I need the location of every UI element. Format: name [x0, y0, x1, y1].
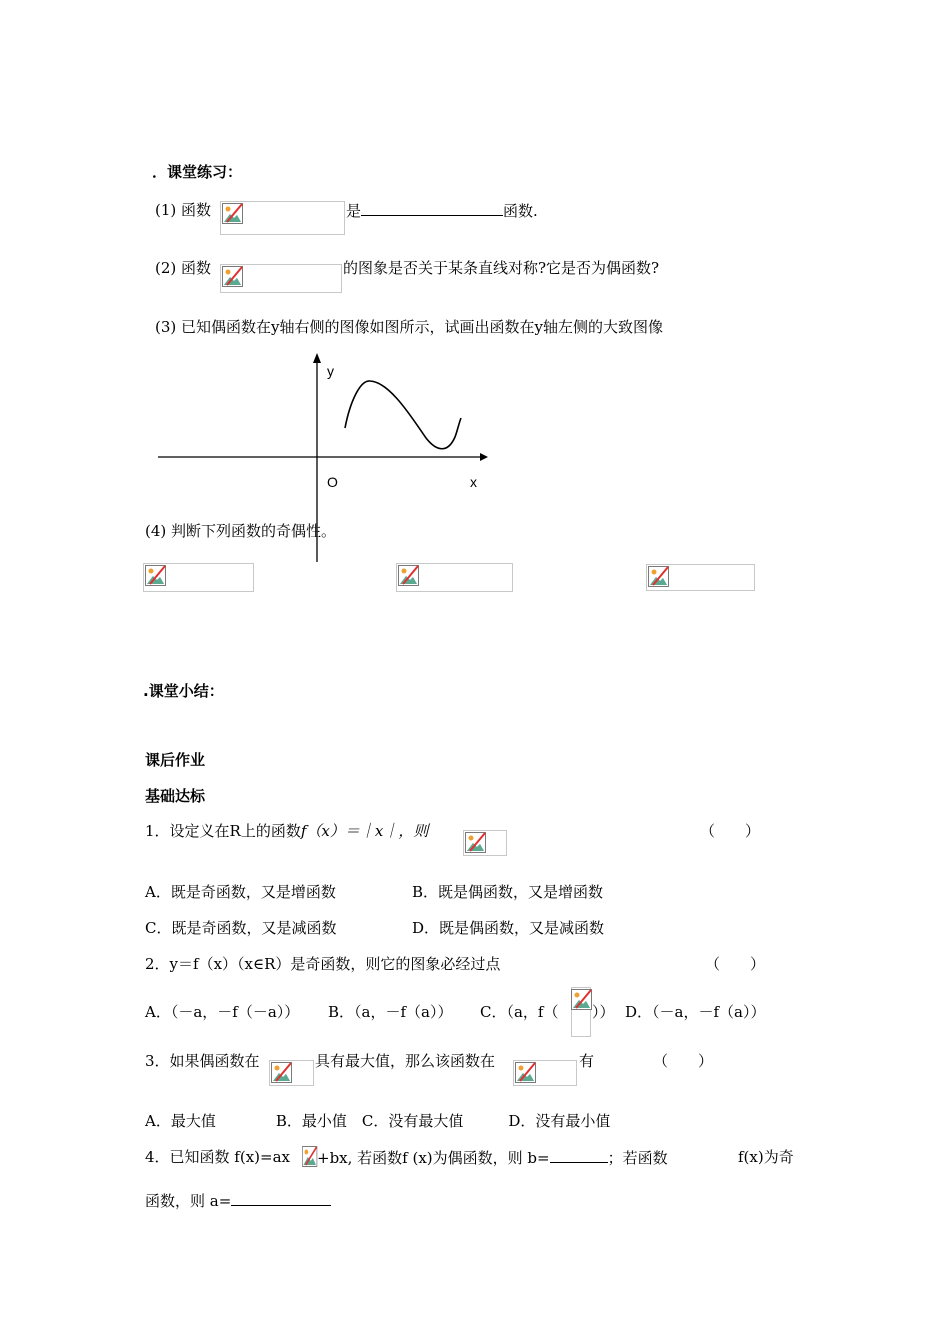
- practice-q4: (4) 判断下列函数的奇偶性。: [145, 522, 337, 540]
- p4-line2-text: 函数，则 a=: [145, 1192, 232, 1210]
- q1-answer-blank[interactable]: [361, 200, 503, 216]
- p1-formula-image: [463, 830, 507, 856]
- origin-label: O: [327, 474, 338, 490]
- p4-stem-b: [317, 1147, 668, 1168]
- practice-q2: [155, 258, 211, 278]
- p3-interval-image-2: [513, 1060, 577, 1086]
- x-axis-label: x: [470, 474, 477, 490]
- q2-formula-image: [220, 264, 342, 293]
- y-axis-label: y: [327, 363, 334, 379]
- p1-fx: f（x）＝｜x｜，则: [300, 822, 429, 840]
- p3-stem-c: 有: [579, 1052, 595, 1070]
- q1-formula-image: [220, 201, 345, 235]
- p1-option-a: A．既是奇函数，又是增函数: [145, 883, 336, 901]
- p3-stem-b: 具有最大值，那么该函数在: [315, 1052, 496, 1070]
- p2-option-c-prefix: C．（a，f（: [480, 1003, 559, 1021]
- p2-option-b: B．（a，－f（a））: [328, 1003, 453, 1021]
- q1-end: 函数.: [503, 202, 538, 220]
- q1-mid: 是: [346, 202, 362, 220]
- broken-image-icon: [465, 832, 487, 854]
- broken-image-icon: [398, 565, 420, 587]
- p3-interval-image-1: [269, 1060, 314, 1086]
- p2-answer-paren: （ ）: [705, 955, 766, 973]
- broken-image-icon: [145, 565, 167, 587]
- y-axis-arrow: [313, 353, 321, 363]
- p3-stem-a: 3．如果偶函数在: [145, 1052, 260, 1070]
- p1-stem: [145, 821, 428, 841]
- summary-heading: .课堂小结：: [143, 682, 224, 700]
- broken-image-icon: [571, 989, 593, 1011]
- p4-stem-d: f(x)为奇: [738, 1148, 794, 1166]
- q4-formula-image-1: [143, 563, 254, 592]
- broken-image-icon: [271, 1062, 293, 1084]
- p1-stem-prefix: 1．设定义在R上的函数: [145, 822, 301, 840]
- broken-image-icon: [515, 1062, 537, 1084]
- q2-question: 的图象是否关于某条直线对称?它是否为偶函数?: [343, 259, 660, 277]
- homework-heading: 课后作业: [145, 751, 206, 769]
- practice-heading: ．课堂练习：: [152, 163, 243, 181]
- p4-exponent-image: [302, 1146, 316, 1168]
- p3-options: A．最大值 B．最小值 C．没有最大值 D．没有最小值: [145, 1112, 611, 1130]
- p2-formula-image: [571, 987, 591, 1037]
- p4-b-blank[interactable]: [550, 1147, 608, 1163]
- p2-stem: 2．y＝f（x）（x∈R）是奇函数，则它的图象必经过点: [145, 955, 501, 973]
- broken-image-icon: [302, 1146, 318, 1168]
- p4-a-blank[interactable]: [231, 1190, 331, 1206]
- p4-stem-c: ；若函数: [607, 1149, 668, 1167]
- p1-option-c: C．既是奇函数，又是减函数: [145, 919, 337, 937]
- p2-option-d: D．（－a，－f（a））: [625, 1003, 766, 1021]
- practice-q1: [155, 200, 211, 220]
- practice-q3: (3) 已知偶函数在y轴右侧的图像如图所示，试画出函数在y轴左侧的大致图像: [155, 318, 663, 336]
- broken-image-icon: [222, 203, 244, 225]
- q1-tail: [346, 200, 538, 221]
- p1-option-b: B．既是偶函数，又是增函数: [412, 883, 604, 901]
- p4-stem-a: 4．已知函数 f(x)=ax: [145, 1148, 290, 1166]
- p1-answer-paren: （ ）: [700, 822, 761, 840]
- p2-option-a: A．（－a，－f（－a））: [145, 1003, 300, 1021]
- p1-option-d: D．既是偶函数，又是减函数: [412, 919, 605, 937]
- p2-option-c-suffix: ））: [592, 1003, 615, 1021]
- homework-subheading: 基础达标: [145, 787, 206, 805]
- q4-formula-image-3: [646, 564, 755, 591]
- q2-label: (2) 函数: [155, 259, 212, 277]
- broken-image-icon: [222, 266, 244, 288]
- p4-line2: [145, 1190, 331, 1211]
- broken-image-icon: [648, 566, 670, 588]
- q4-formula-image-2: [396, 563, 513, 592]
- p3-answer-paren: （ ）: [653, 1052, 714, 1070]
- function-curve: [345, 381, 461, 449]
- p4-stem-b-text: +bx, 若函数f (x)为偶函数，则 b=: [317, 1149, 550, 1167]
- q1-label: (1) 函数: [155, 201, 212, 219]
- x-axis-arrow: [480, 453, 488, 461]
